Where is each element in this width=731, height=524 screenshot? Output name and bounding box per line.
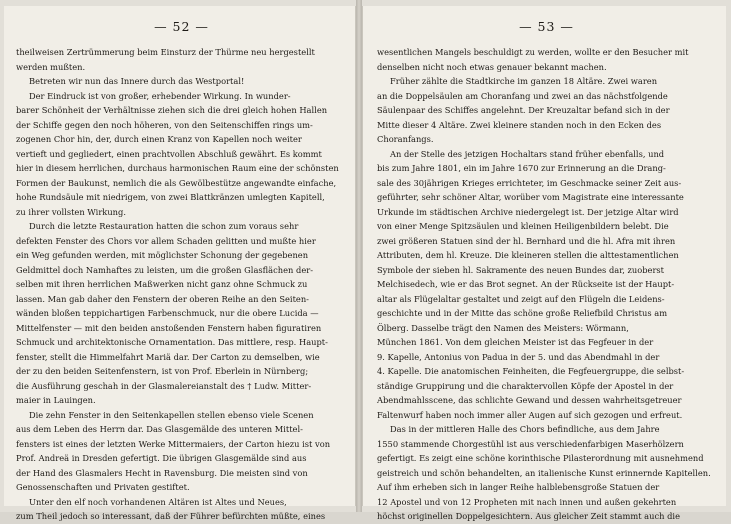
text-line: 1550 stammende Chorgestühl ist aus verschiedenfarbigen Maserhölzern [377, 438, 684, 449]
text-line: Der Eindruck ist von großer, erhebender Wirkung. In wunder- [29, 90, 291, 101]
text-line: Die zehn Fenster in den Seitenkapellen stellen ebenso viele Scenen [29, 409, 314, 420]
left-page-text [16, 45, 347, 524]
text-line: maier in Lauingen. [16, 395, 96, 405]
text-line: wesentlichen Mangels beschuldigt zu werden, wollte er den Besucher mit [377, 47, 689, 57]
text-line: Betreten wir nun das Innere durch das Westportal! [29, 76, 245, 86]
text-line: bis zum Jahre 1801, ein im Jahre 1670 zur Erinnerung an die Drang- [377, 163, 666, 173]
text-line: altar als Flügelaltar gestaltet und zeigt auf den Flügeln die Leidens- [377, 293, 665, 304]
text-line: Ölberg. Dasselbe trägt den Namen des Meisters: Wörmann, [377, 322, 629, 333]
text-line: sale des 30jährigen Krieges errichteter, im Geschmacke seiner Zeit aus- [377, 177, 682, 188]
text-line: 9. Kapelle, Antonius von Padua in der 5. und das Abendmahl in der [377, 351, 660, 362]
text-line: Unter den elf noch vorhandenen Altären ist Altes und Neues, [29, 496, 287, 507]
text-line: ständige Gruppirung und die charaktervollen Köpfe der Apostel in der [377, 380, 674, 391]
text-line: An der Stelle des jetzigen Hochaltars stand früher ebenfalls, und [390, 148, 665, 159]
text-line: Mitte dieser 4 Altäre. Zwei kleinere standen noch in den Ecken des [377, 119, 662, 130]
text-line: Auf ihm erheben sich in langer Reihe halblebensgroße Statuen der [377, 482, 660, 492]
text-line: von einer Menge Spitzsäulen und kleinen Heiligenbildern belebt. Die [377, 221, 669, 231]
text-line: Schmuck und architektonische Ornamentation. Das mittlere, resp. Haupt- [16, 337, 328, 347]
page-number: — 53 — [519, 19, 574, 34]
text-line: werden mußten. [16, 61, 86, 72]
text-line: Früher zählte die Stadtkirche im ganzen 18 Altäre. Zwei waren [390, 76, 658, 86]
text-line: Durch die letzte Restauration hatten die schon zum voraus sehr [29, 221, 299, 231]
text-line: der zu den beiden Seitenfenstern, ist von Prof. Eberlein in Nürnberg; [16, 366, 309, 376]
text-line: der Hand des Glasmalers Hecht in Ravensburg. Die meisten sind von [16, 467, 308, 478]
text-line: geistreich und schön behandelten, an italienische Kunst erinnernde Kapitellen. [377, 467, 711, 478]
text-line: Prof. Andreä in Dresden gefertigt. Die übrigen Glasgemälde sind aus [16, 453, 307, 463]
text-line: zu ihrer vollsten Wirkung. [16, 206, 126, 217]
left-page [4, 6, 356, 521]
text-line: Das in der mittleren Halle des Chors befindliche, aus dem Jahre [390, 424, 660, 434]
text-line: Choranfangs. [377, 134, 434, 144]
text-line: zwei größeren Statuen sind der hl. Bernhard und die hl. Afra mit ihren [377, 235, 676, 246]
text-line: aus dem Leben des Herrn dar. Das Glasgemälde des unteren Mittel- [16, 424, 303, 434]
text-line: Melchisedech, wie er das Brot segnet. An der Rückseite ist der Haupt- [377, 279, 675, 289]
text-line: Geldmittel doch Namhaftes zu leisten, um die großen Glasflächen der- [16, 264, 313, 275]
text-line: 4. Kapelle. Die anatomischen Feinheiten, die Fegfeuergruppe, die selbst- [377, 366, 685, 376]
text-line: hier in diesem herrlichen, durchaus harmonischen Raum eine der schönsten [16, 163, 339, 173]
text-line: fenster, stellt die Himmelfahrt Mariä dar. Der Carton zu demselben, wie [16, 351, 320, 362]
text-line: denselben nicht noch etwas genauer bekannt machen. [377, 61, 607, 72]
text-line: selben mit ihren herrlichen Maßwerken nicht ganz ohne Schmuck zu [16, 279, 308, 289]
text-line: geführter, sehr schöner Altar, worüber vom Magistrate eine interessante [377, 192, 684, 202]
text-line: Symbole der sieben hl. Sakramente des neuen Bundes dar, zuoberst [377, 264, 665, 275]
text-line: die Ausführung geschah in der Glasmalereianstalt des † Ludw. Mitter- [16, 380, 312, 391]
text-line: hohe Rundsäule mit niedrigem, von zwei Blattkränzen umlegten Kapitell, [16, 192, 325, 202]
text-line: ein Weg gefunden werden, mit möglichster Schonung der gegebenen [16, 250, 309, 260]
text-line: gefertigt. Es zeigt eine schöne korinthische Pilasterordnung mit ausnehmend [377, 453, 704, 463]
text-line: wänden bloßen teppichartigen Farbenschmuck, nur die obere Lucida — [16, 308, 319, 318]
text-line: Abendmahlsscene, das schlichte Gewand und dessen wahrheitsgetreuer [377, 395, 682, 405]
page-number: — 52 — [154, 19, 209, 34]
text-line: zogenen Chor hin, der, durch einen Kranz von Kapellen noch weiter [16, 134, 302, 144]
text-line: höchst originellen Doppelgesichtern. Aus gleicher Zeit stammt auch die [377, 511, 680, 521]
text-line: zum Theil jedoch so interessant, daß der Führer befürchten müßte, eines [16, 511, 326, 521]
text-line: Urkunde im städtischen Archive niedergelegt ist. Der jetzige Altar wird [377, 206, 679, 217]
text-line: defekten Fenster des Chors vor allem Schaden gelitten und mußte hier [16, 235, 316, 246]
right-page [362, 6, 726, 521]
text-line: theilweisen Zertrümmerung beim Einsturz der Thürme neu hergestellt [16, 47, 315, 57]
text-line: München 1861. Von dem gleichen Meister ist das Fegfeuer in der [377, 337, 654, 347]
text-line: der Schiffe gegen den noch höheren, von den Seitenschiffen rings um- [16, 119, 313, 130]
text-line: fensters ist eines der letzten Werke Mittermaiers, der Carton hiezu ist von [16, 438, 331, 449]
text-line: Attributen, dem hl. Kreuze. Die kleineren stellen die alttestamentlichen [377, 250, 679, 260]
text-line: lassen. Man gab daher den Fenstern der oberen Reihe an den Seiten- [16, 293, 309, 304]
right-page-text [377, 45, 716, 524]
text-line: Genossenschaften und Privaten gestiftet. [16, 482, 190, 492]
text-line: Säulenpaar des Schiffes angelehnt. Der Kreuzaltar befand sich in der [377, 105, 670, 115]
text-line: 12 Apostel und von 12 Propheten mit nach innen und außen gekehrten [377, 496, 677, 507]
text-line: geschichte und in der Mitte das schöne große Reliefbild Christus am [377, 308, 668, 318]
text-line: barer Schönheit der Verhältnisse ziehen sich die drei gleich hohen Hallen [16, 105, 328, 115]
text-line: vertieft und gegliedert, einen prachtvollen Abschluß gewährt. Es kommt [16, 148, 322, 159]
text-line: an die Doppelsäulen am Choranfang und zwei an das nächstfolgende [377, 90, 668, 101]
text-line: Mittelfenster — mit den beiden anstoßenden Fenstern haben figuratiren [16, 322, 322, 333]
text-line: Faltenwurf haben noch immer aller Augen auf sich gezogen und erfreut. [377, 409, 683, 420]
text-line: Formen der Baukunst, nemlich die als Gewölbestütze angewandte einfache, [16, 177, 337, 188]
